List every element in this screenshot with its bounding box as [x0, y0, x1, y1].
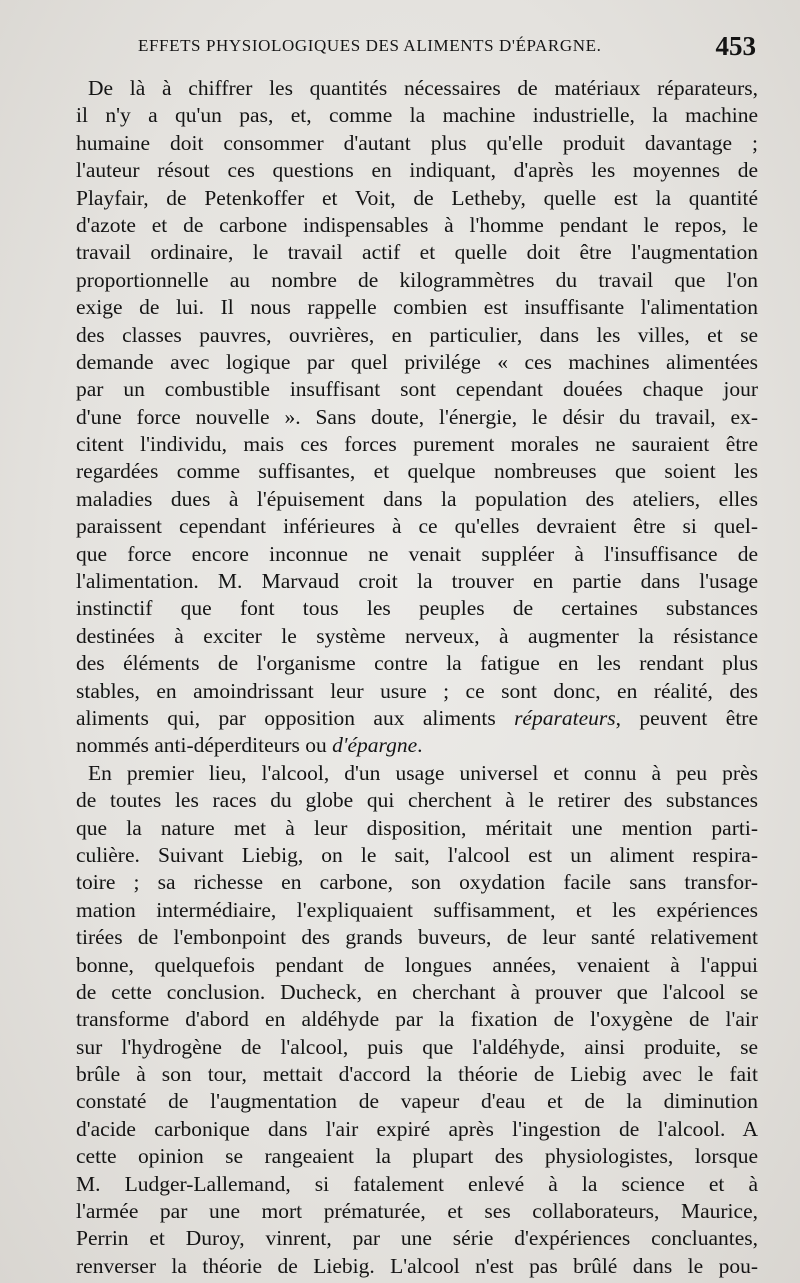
text-line: l'armée par une mort prématurée, et ses collaborateurs, Maurice, — [76, 1199, 758, 1224]
text-line: paraissent cependant inférieures à ce qu'elles devraient être si quel- — [76, 514, 758, 539]
italic-term: réparateurs — [514, 705, 616, 730]
text-line: regardées comme suffisantes, et quelque nombreuses que soient les — [76, 459, 758, 484]
text-line: tirées de l'embonpoint des grands buveurs, de leur santé relativement — [76, 925, 758, 950]
text-line: il n'y a qu'un pas, et, comme la machine industrielle, la machine — [76, 103, 758, 128]
text-line: brûle à son tour, mettait d'accord la théorie de Liebig avec le fait — [76, 1062, 758, 1087]
text-line: d'acide carbonique dans l'air expiré après l'ingestion de l'alcool. A — [76, 1116, 758, 1141]
text-line: maladies dues à l'épuisement dans la population des ateliers, elles — [76, 486, 758, 511]
text-line-with-emphasis: aliments qui, par opposition aux aliments réparateurs, peuvent être — [76, 705, 758, 730]
text-line: travail ordinaire, le travail actif et quelle doit être l'augmentation — [76, 240, 758, 265]
text-line: culière. Suivant Liebig, on le sait, l'alcool est un aliment respira- — [76, 842, 758, 867]
text-line: l'auteur résout ces questions en indiquant, d'après les moyennes de — [76, 158, 758, 183]
text-line: instinctif que font tous les peuples de certaines substances — [76, 596, 758, 621]
text-line: mation intermédiaire, l'expliquaient suffisamment, et les expériences — [76, 897, 758, 922]
text-line: constaté de l'augmentation de vapeur d'eau et de la diminution — [76, 1089, 758, 1114]
text-line: par un combustible insuffisant sont cependant douées chaque jour — [76, 377, 758, 402]
text-line: transforme d'abord en aldéhyde par la fixation de l'oxygène de l'air — [76, 1007, 758, 1032]
text-line: cette opinion se rangeaient la plupart des physiologistes, lorsque — [76, 1144, 758, 1169]
text-line: stables, en amoindrissant leur usure ; ce sont donc, en réalité, des — [76, 678, 758, 703]
text-line: proportionnelle au nombre de kilogrammètres du travail que l'on — [76, 267, 758, 292]
text-line: renverser la théorie de Liebig. L'alcool n'est pas brûlé dans le pou- — [76, 1253, 758, 1278]
text-line: En premier lieu, l'alcool, d'un usage universel et connu à peu près — [88, 760, 758, 785]
body-text — [76, 75, 758, 1280]
text-line: humaine doit consommer d'autant plus qu'elle produit davantage ; — [76, 130, 758, 155]
text-line: de cette conclusion. Ducheck, en cherchant à prouver que l'alcool se — [76, 979, 758, 1004]
running-header — [100, 31, 756, 64]
text-line: demande avec logique par quel privilége « ces machines alimentées — [76, 349, 758, 374]
text-line: Perrin et Duroy, vinrent, par une série d'expériences concluantes, — [76, 1226, 758, 1251]
text-line: destinées à exciter le système nerveux, à augmenter la résistance — [76, 623, 758, 648]
text-line: bonne, quelquefois pendant de longues années, venaient à l'appui — [76, 952, 758, 977]
page-number: 453 — [715, 31, 756, 61]
text-line-with-emphasis: nommés anti-déperditeurs ou d'épargne. — [76, 733, 423, 758]
text-line: d'une force nouvelle ». Sans doute, l'énergie, le désir du travail, ex- — [76, 404, 758, 429]
text-line: sur l'hydrogène de l'alcool, puis que l'aldéhyde, ainsi produite, se — [76, 1034, 758, 1059]
text-line: que la nature met à leur disposition, méritait une mention parti- — [76, 815, 758, 840]
text-line: que force encore inconnue ne venait suppléer à l'insuffisance de — [76, 541, 758, 566]
text-line: des éléments de l'organisme contre la fatigue en les rendant plus — [76, 651, 758, 676]
text-line: de toutes les races du globe qui cherchent à le retirer des substances — [76, 788, 758, 813]
text-line: d'azote et de carbone indispensables à l'homme pendant le repos, le — [76, 212, 758, 237]
text-line: Playfair, de Petenkoffer et Voit, de Letheby, quelle est la quantité — [76, 185, 758, 210]
text-line: toire ; sa richesse en carbone, son oxydation facile sans transfor- — [76, 870, 758, 895]
text-line: citent l'individu, mais ces forces purement morales ne sauraient être — [76, 432, 758, 457]
text-line: M. Ludger-Lallemand, si fatalement enlevé à la science et à — [76, 1171, 758, 1196]
text-line: l'alimentation. M. Marvaud croit la trouver en partie dans l'usage — [76, 569, 758, 594]
text-line: De là à chiffrer les quantités nécessaires de matériaux réparateurs, — [88, 76, 758, 100]
running-title: EFFETS PHYSIOLOGIQUES DES ALIMENTS D'ÉPARGNE. — [138, 36, 602, 55]
italic-term: d'épargne — [332, 733, 418, 758]
text-line: des classes pauvres, ouvrières, en particulier, dans les villes, et se — [76, 322, 758, 347]
text-line: exige de lui. Il nous rappelle combien est insuffisante l'alimentation — [76, 295, 758, 320]
